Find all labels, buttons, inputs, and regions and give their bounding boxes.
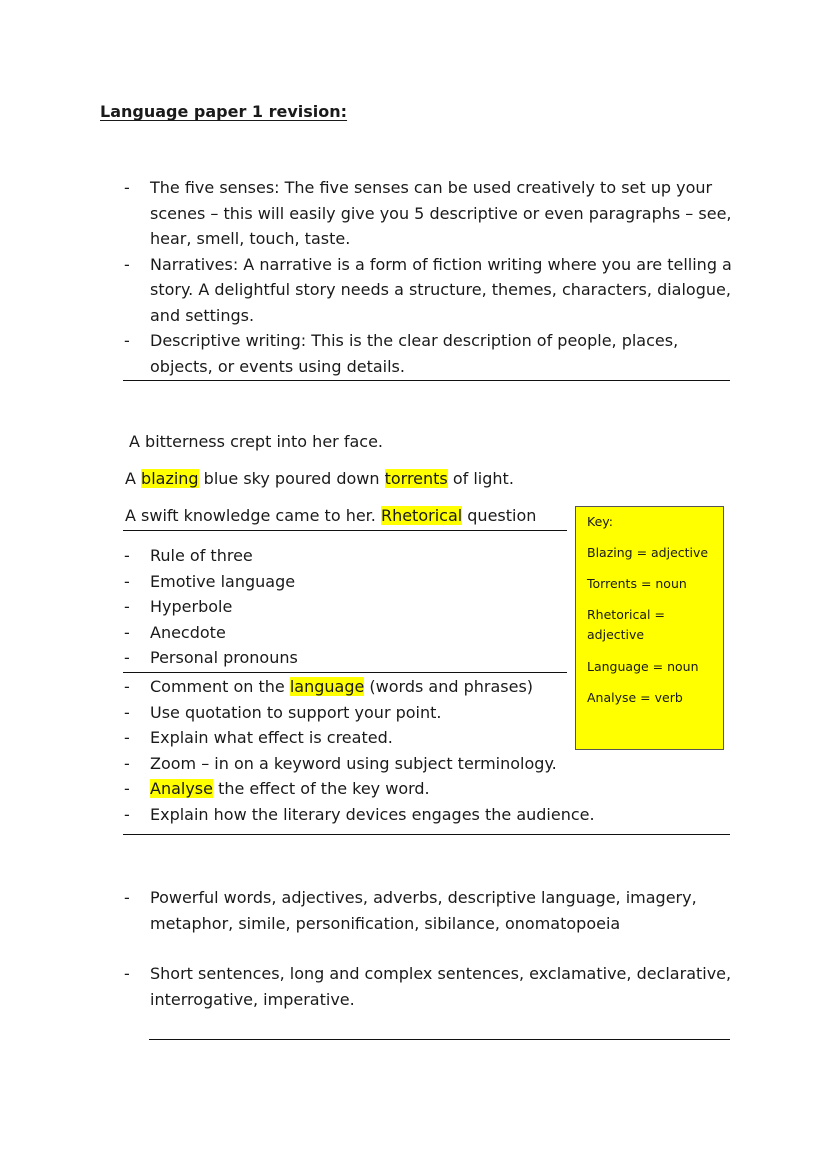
text-span: blue sky poured down xyxy=(198,469,385,488)
highlighted-word: Analyse xyxy=(150,779,213,798)
bullet-line: scenes – this will easily give you 5 descriptive or even paragraphs – see, xyxy=(150,203,732,223)
key-entry: Blazing = adjective xyxy=(587,545,709,560)
bullet-marker: - xyxy=(124,622,130,642)
bullet-marker: - xyxy=(124,804,130,824)
bullet-line: hear, smell, touch, taste. xyxy=(150,229,351,248)
bullet-marker: - xyxy=(124,254,130,274)
key-entry: adjective xyxy=(587,627,645,642)
section-divider xyxy=(123,834,730,835)
bullet-line: Short sentences, long and complex sentences, exclamative, declarative, xyxy=(150,964,732,983)
highlighted-word: blazing xyxy=(141,469,199,488)
key-heading: Key: xyxy=(587,514,613,529)
text-span: question xyxy=(462,506,537,525)
bullet-line: story. A delightful story needs a structure, themes, characters, dialogue, xyxy=(150,280,731,299)
key-entry: Language = noun xyxy=(587,659,699,674)
key-entry: Rhetorical = xyxy=(587,607,665,622)
list-item: Use quotation to support your point. xyxy=(150,702,442,722)
example-sentence xyxy=(125,466,514,492)
highlighted-word: Rhetorical xyxy=(380,506,463,525)
example-sentence xyxy=(125,503,536,529)
section-divider xyxy=(123,380,730,381)
bullet-marker: - xyxy=(124,571,130,591)
text-span: (words and phrases) xyxy=(364,677,534,696)
example-sentence: A bitterness crept into her face. xyxy=(129,432,383,451)
section-divider xyxy=(123,530,567,531)
section-divider xyxy=(123,672,567,673)
bullet-marker: - xyxy=(124,597,130,616)
bullet-marker: - xyxy=(124,178,130,197)
page-title: Language paper 1 revision: xyxy=(100,102,348,121)
list-item: Explain what effect is created. xyxy=(150,728,393,747)
list-item: Explain how the literary devices engages the audience. xyxy=(150,804,595,824)
bullet-marker: - xyxy=(124,677,130,696)
bullet-line: and settings. xyxy=(150,305,255,325)
bullet-marker: - xyxy=(124,753,130,773)
key-entry: Torrents = noun xyxy=(587,576,687,591)
list-item: Personal pronouns xyxy=(150,648,298,667)
bullet-line: objects, or events using details. xyxy=(150,356,405,376)
bullet-line: metaphor, simile, personification, sibilance, onomatopoeia xyxy=(150,913,621,933)
bullet-marker: - xyxy=(124,648,130,667)
bullet-marker: - xyxy=(124,888,130,907)
key-box xyxy=(575,506,724,750)
list-item: Rule of three xyxy=(150,546,253,565)
text-span: of light. xyxy=(447,469,514,488)
bullet-line: Powerful words, adjectives, adverbs, descriptive language, imagery, xyxy=(150,888,697,907)
list-item: Emotive language xyxy=(150,571,296,591)
bullet-marker: - xyxy=(124,702,130,722)
bullet-marker: - xyxy=(124,728,130,747)
text-span: Comment on the xyxy=(150,677,290,696)
section-divider xyxy=(149,1039,730,1040)
bullet-line: Descriptive writing: This is the clear description of people, places, xyxy=(150,331,679,350)
list-item xyxy=(150,674,533,700)
text-span: A swift knowledge came to her. xyxy=(125,506,381,525)
text-span: the effect of the key word. xyxy=(212,779,430,798)
bullet-line: The five senses: The five senses can be used creatively to set up your xyxy=(150,178,713,197)
highlighted-word: language xyxy=(289,677,365,696)
list-item xyxy=(150,776,430,802)
list-item: Hyperbole xyxy=(150,597,233,616)
bullet-marker: - xyxy=(124,331,130,350)
text-span: A xyxy=(125,469,142,488)
bullet-marker: - xyxy=(124,779,130,798)
bullet-line: Narratives: A narrative is a form of fiction writing where you are telling a xyxy=(150,254,732,274)
list-item: Anecdote xyxy=(150,622,226,642)
list-item: Zoom – in on a keyword using subject terminology. xyxy=(150,753,557,773)
bullet-line: interrogative, imperative. xyxy=(150,989,355,1009)
bullet-marker: - xyxy=(124,546,130,565)
bullet-marker: - xyxy=(124,964,130,983)
key-entry: Analyse = verb xyxy=(587,690,683,705)
highlighted-word: torrents xyxy=(384,469,448,488)
